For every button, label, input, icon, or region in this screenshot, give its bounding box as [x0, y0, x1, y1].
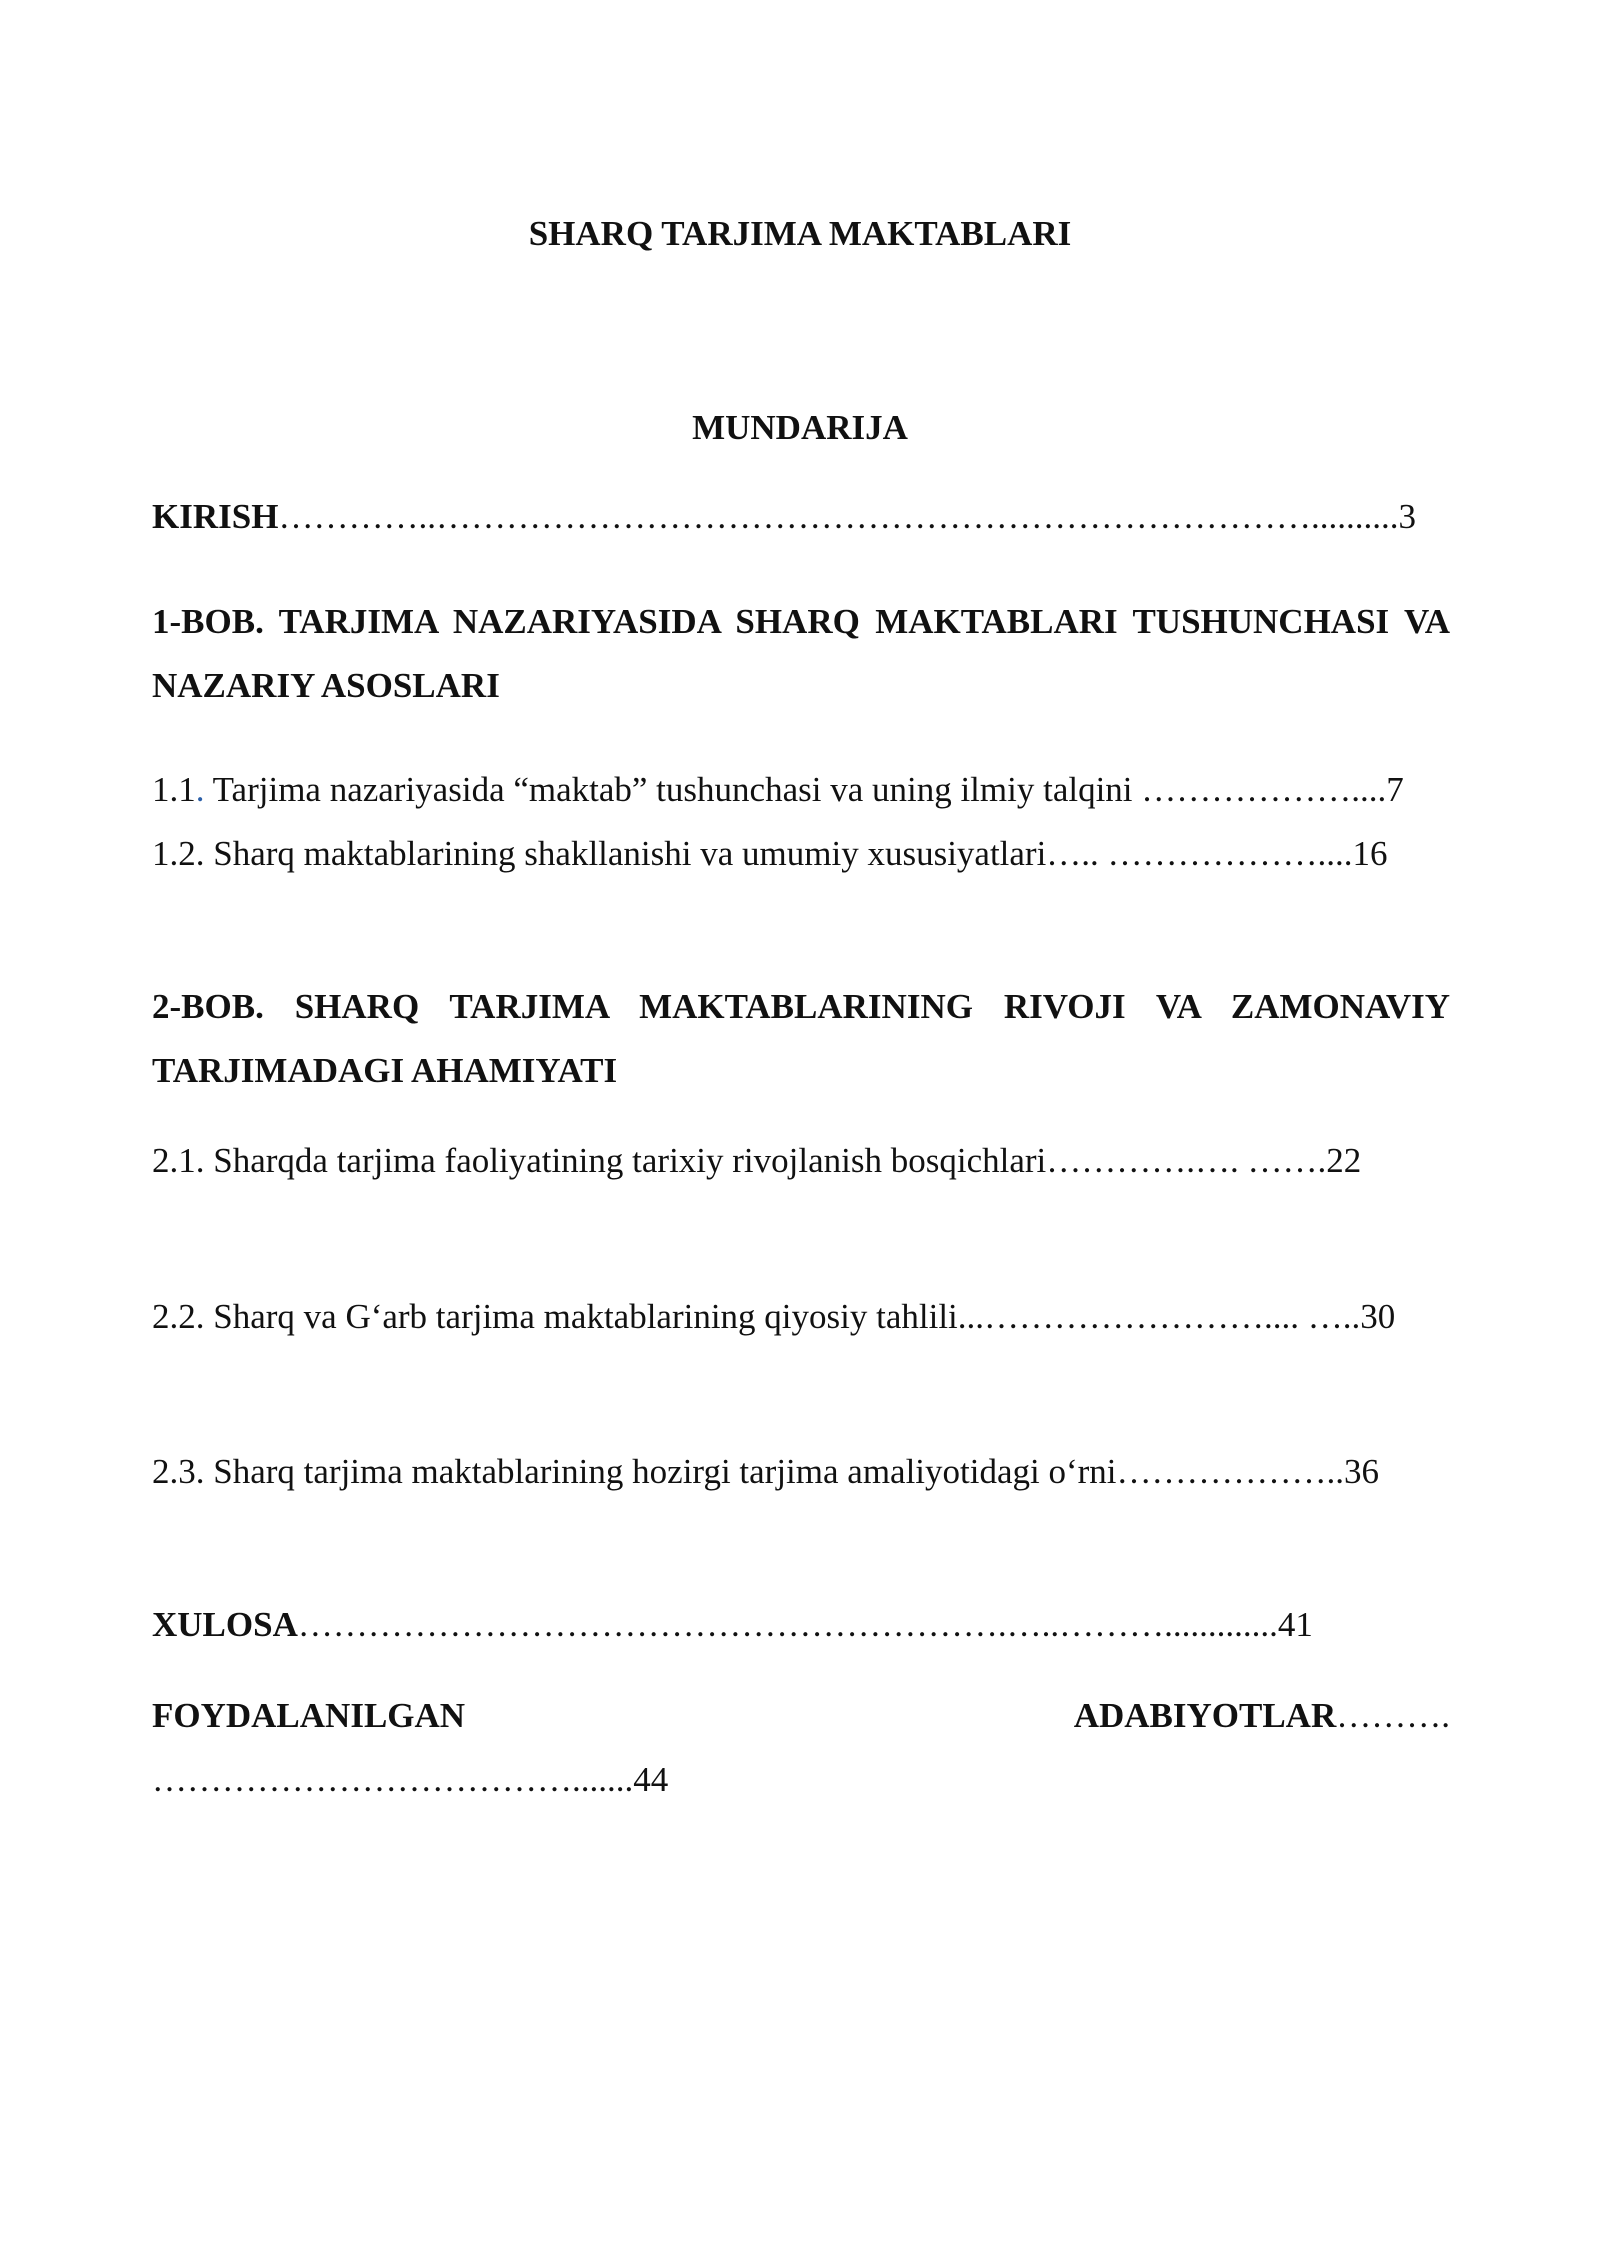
- toc-section-2-2[interactable]: 2.2. Sharq va G‘arb tarjima maktablarining qiyosiy tahlili...…………………….... …..30: [152, 1297, 1396, 1336]
- document-title: SHARQ TARJIMA MAKTABLARI: [528, 214, 1072, 253]
- toc-chapter-1[interactable]: 1-BOB. TARJIMA NAZARIYASIDA SHARQ MAKTABLARI TUSHUNCHASI VA NAZARIY ASOSLARI: [152, 602, 1450, 705]
- toc-section-text: Tarjima nazariyasida “maktab” tushunchasi va uning ilmiy talqini ………………....7: [204, 770, 1404, 809]
- toc-page-number: 44: [633, 1760, 669, 1799]
- toc-entry-xulosa[interactable]: [152, 1593, 1450, 1657]
- toc-page-number: 3: [1398, 497, 1416, 536]
- toc-section-number-dot: .: [195, 770, 205, 809]
- toc-entry-line: [152, 1748, 1450, 1812]
- toc-leader: …………..…………………………………………………………………..........: [278, 497, 1399, 536]
- toc-leader: ……….: [1336, 1696, 1450, 1735]
- toc-entry-line: [152, 1684, 1450, 1748]
- toc-section-2-3[interactable]: 2.3. Sharq tarjima maktablarining hozirgi tarjima amaliyotidagi o‘rni………………..36: [152, 1452, 1380, 1491]
- toc-section-1-2[interactable]: 1.2. Sharq maktablarining shakllanishi va umumiy xususiyatlari….. ………………....16: [152, 834, 1388, 873]
- toc-entry-label: KIRISH: [152, 497, 279, 536]
- toc-entry-label-left: FOYDALANILGAN: [152, 1696, 466, 1735]
- toc-entry-label: XULOSA: [152, 1605, 298, 1644]
- toc-page-number: 41: [1277, 1605, 1313, 1644]
- toc-heading: MUNDARIJA: [692, 408, 908, 447]
- toc-chapter-2[interactable]: 2-BOB. SHARQ TARJIMA MAKTABLARINING RIVOJI VA ZAMONAVIY TARJIMADAGI AHAMIYATI: [152, 987, 1450, 1090]
- toc-entry-label-right: ADABIYOTLAR: [1073, 1696, 1337, 1735]
- toc-entry-right: [1074, 1684, 1450, 1748]
- toc-section-number: 1.1: [152, 770, 196, 809]
- toc-entry-adabiyotlar[interactable]: [152, 1684, 1450, 1812]
- toc-leader: …………………………………………………….…..……….............: [297, 1605, 1278, 1644]
- toc-section-1-1[interactable]: [152, 758, 1450, 822]
- toc-entry-kirish[interactable]: [152, 485, 1450, 549]
- toc-leader: ……………………………….......: [152, 1760, 634, 1799]
- toc-section-2-1[interactable]: 2.1. Sharqda tarjima faoliyatining tarixiy rivojlanish bosqichlari………….…. …….22: [152, 1141, 1362, 1180]
